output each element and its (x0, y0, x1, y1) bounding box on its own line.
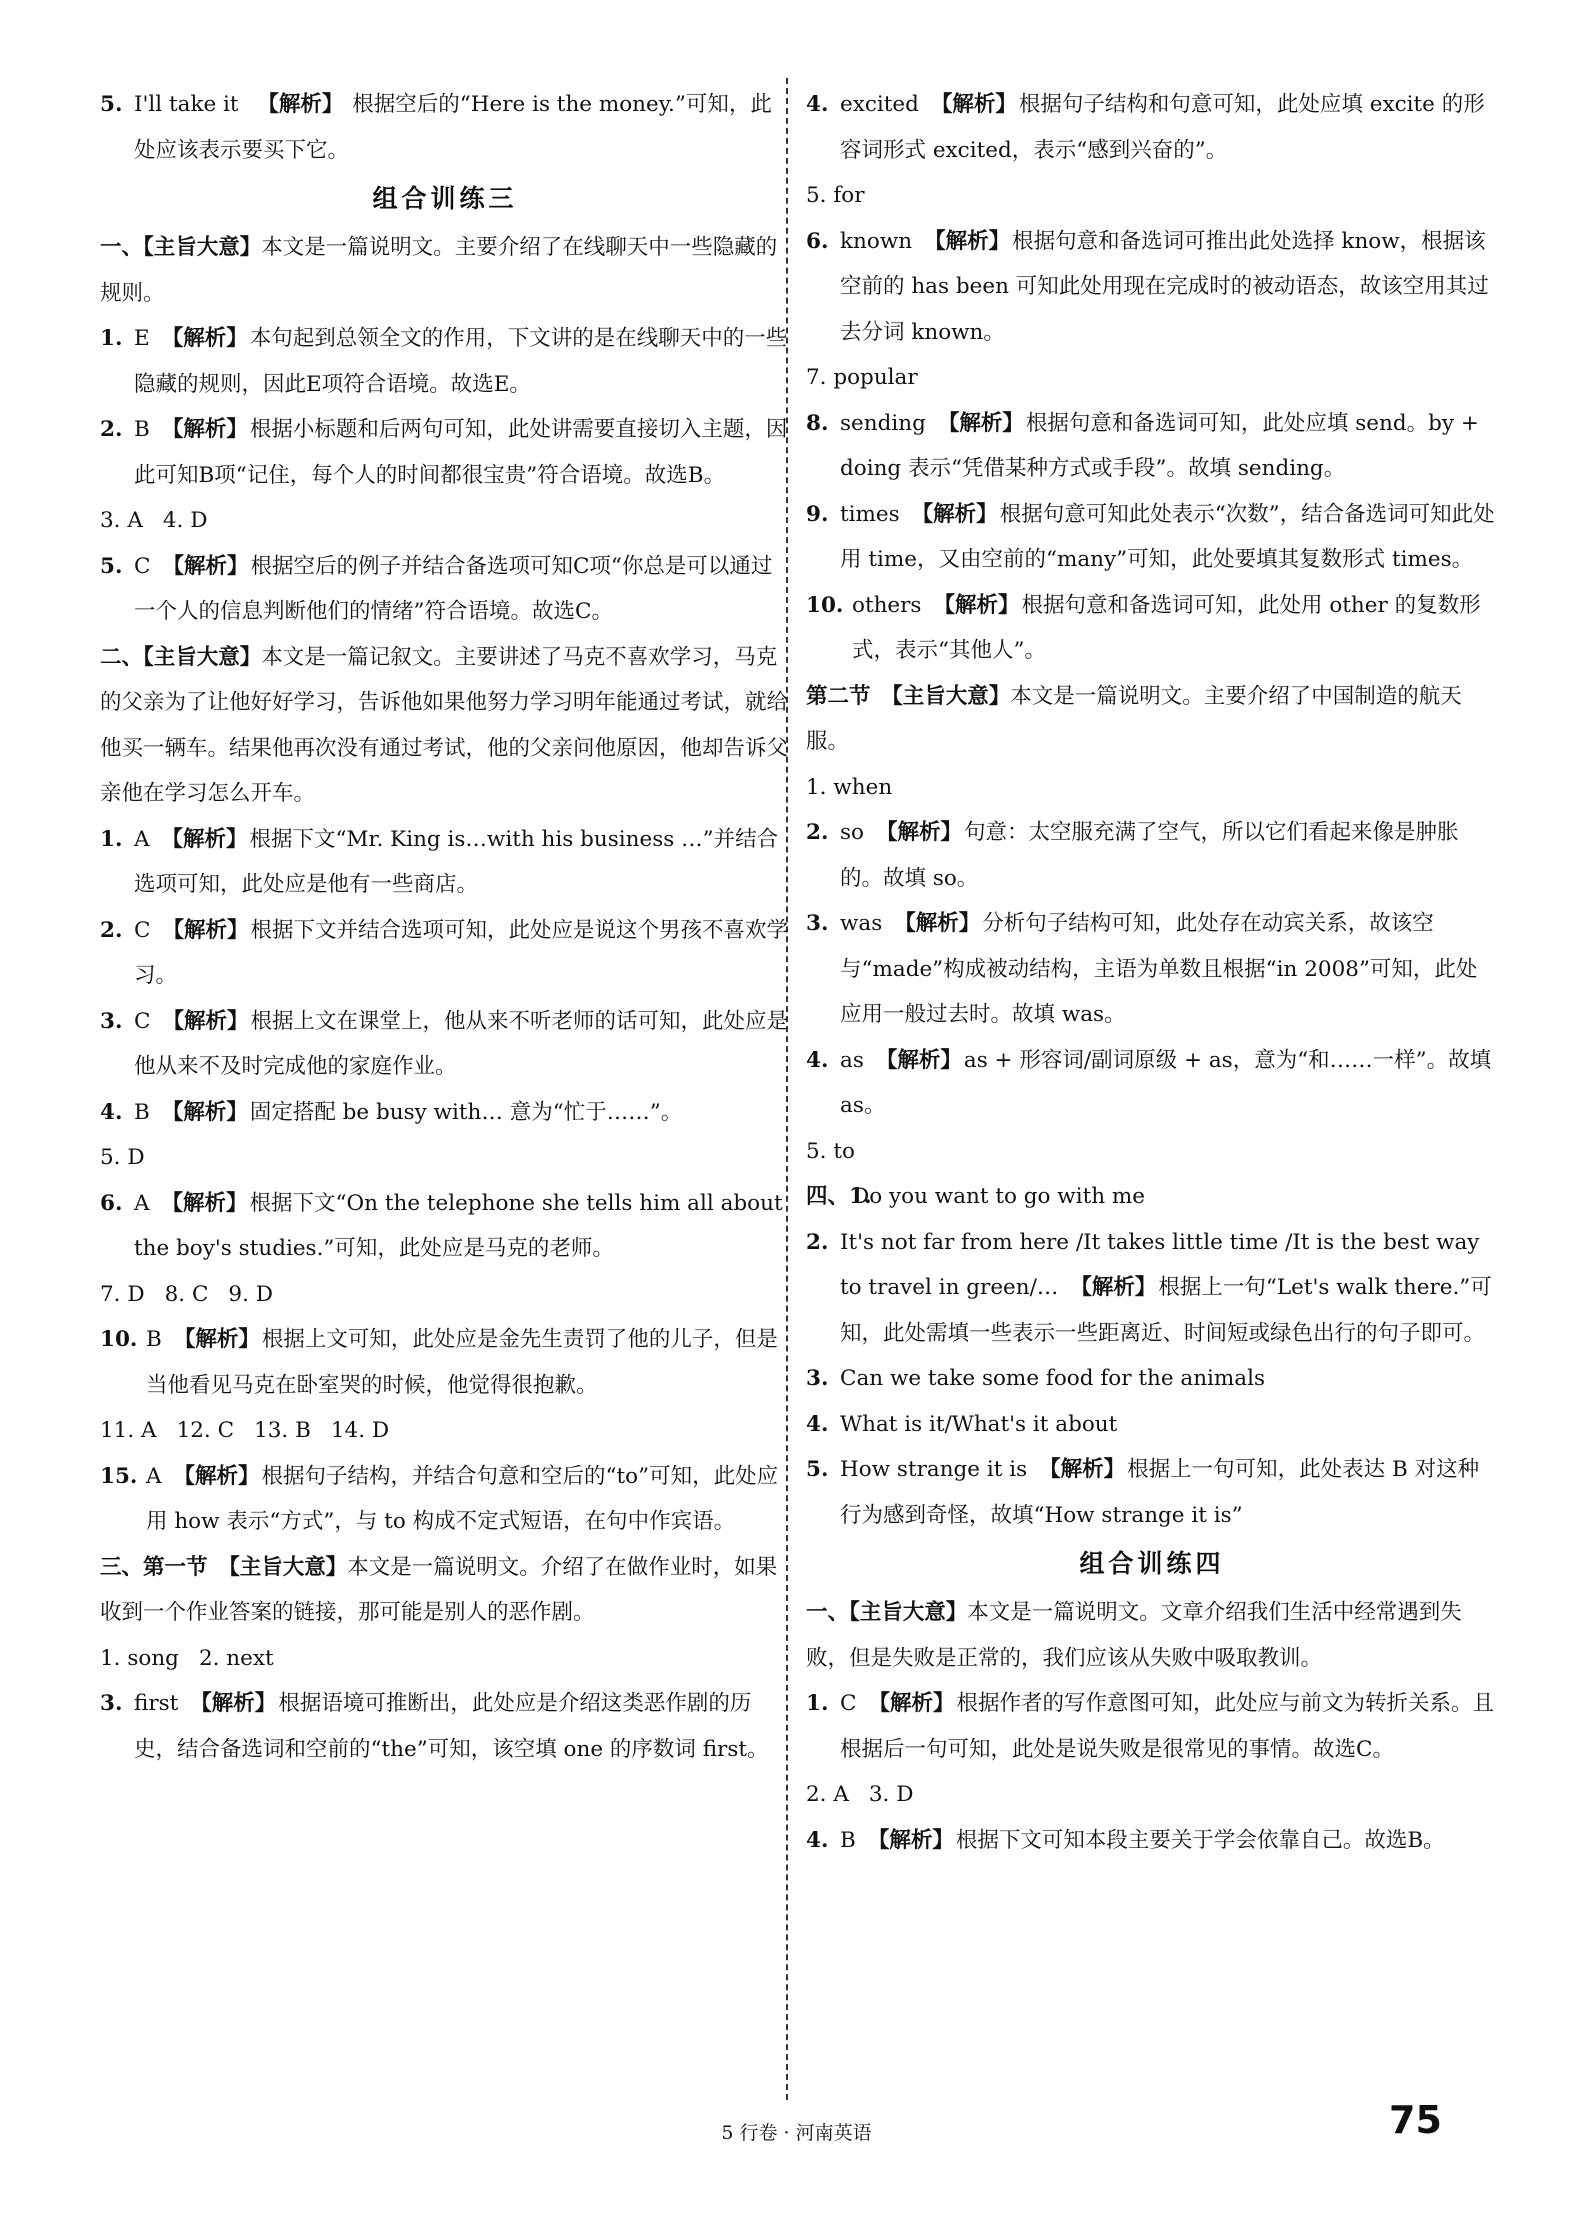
short-answer: 8. C (164, 1281, 209, 1307)
answer-row (806, 1772, 1498, 1818)
answer-row (100, 1408, 790, 1454)
answer: others (852, 592, 922, 618)
analysis-text: 根据句子结构，并结合句意和空后的“to”可知，此处应用 how 表示“方式”，与 to 构成不定式短语，在句中作宾语。 (146, 1463, 779, 1534)
item-number: 1. (100, 826, 123, 852)
analysis-tag: 【解析】 (1039, 1457, 1126, 1482)
passage-summary (806, 674, 1498, 765)
analysis-text: 根据空后的“Here is the money.”可知，此处应该表示要买下它。 (134, 92, 772, 163)
short-answer: 5. for (806, 183, 865, 208)
summary-header: 三、第一节 【主旨大意】 (100, 1554, 348, 1580)
answer-row (806, 765, 1498, 811)
short-answer: 1. when (806, 774, 893, 800)
answer: B (146, 1327, 162, 1352)
analysis-text: 根据下文“Mr. King is…with his business …”并结合选项可知，此处应是他有一些商店。 (134, 826, 779, 897)
analysis-tag: 【解析】 (867, 1827, 954, 1853)
analysis-text: 根据句意和备选词可推出此处选择 know，根据该空前的 has been 可知此处用现在完成时的被动语态，故该空用其过去分词 known。 (840, 228, 1489, 345)
analysis-text: 根据空后的例子并结合备选项可知C项“你总是可以通过一个人的信息判断他们的情绪”符合语境。故选C。 (134, 553, 773, 624)
answer-list (806, 82, 1498, 674)
item-number: 6. (100, 1190, 123, 1216)
analysis-text: 根据下文可知本段主要关于学会依靠自己。故选B。 (955, 1827, 1445, 1853)
summary-header: 一、【主旨大意】 (100, 235, 262, 260)
answer-row (100, 1135, 790, 1181)
answer-entry (100, 817, 790, 908)
summary-text: 本文是一篇记叙文。主要讲述了马克不喜欢学习，马克的父亲为了让他好好学习，告诉他如果他努力学习明年能通过考试，就给他买一辆车。结果他再次没有通过考试，他的父亲问他原因，他却告诉父亲他在学习怎么开车。 (100, 644, 789, 806)
summary-header: 一、【主旨大意】 (806, 1600, 968, 1625)
analysis-tag: 【解析】 (875, 1047, 962, 1073)
short-answer: 13. B (254, 1418, 311, 1443)
analysis-text: 根据句意和备选词可知，此处用 other 的复数形式，表示“其他人”。 (852, 592, 1481, 663)
answer-list (100, 1636, 790, 1773)
answer-entry (806, 1447, 1498, 1538)
answer-entry (806, 1818, 1498, 1864)
answer: first (134, 1691, 179, 1716)
analysis-tag: 【解析】 (162, 917, 249, 943)
answer-row (806, 173, 1498, 219)
answer-entry (806, 1402, 1498, 1448)
short-answer: 7. D (100, 1281, 145, 1307)
analysis-text: 根据下文并结合选项可知，此处应是说这个男孩不喜欢学习。 (134, 917, 788, 988)
answer-list (100, 817, 790, 1545)
analysis-text: 本句起到总领全文的作用，下文讲的是在线聊天中的一些隐藏的规则，因此E项符合语境。故选E。 (134, 326, 788, 397)
answer-entry (100, 544, 790, 635)
item-number: 4. (100, 1099, 123, 1125)
answer-row (100, 1272, 790, 1318)
item-number: 2. (806, 1229, 829, 1255)
answer-entry (806, 1220, 1498, 1357)
item-number: 4. (806, 1047, 829, 1073)
analysis-text: 根据上一句可知，此处表达 B 对这种行为感到奇怪，故填“How strange it is” (840, 1457, 1480, 1528)
analysis-text: 根据上文可知，此处应是金先生责罚了他的儿子，但是当他看见马克在卧室哭的时候，他觉得很抱歉。 (146, 1327, 778, 1398)
analysis-text: as + 形容词/副词原级 + as，意为“和……一样”。故填 as。 (840, 1047, 1492, 1118)
analysis-tag: 【解析】 (911, 501, 998, 527)
analysis-text: 根据语境可推断出，此处应是介绍这类恶作剧的历史，结合备选词和空前的“the”可知，该空填 one 的序数词 first。 (134, 1691, 769, 1762)
item-number: 2. (806, 820, 829, 845)
analysis-text: 根据句意和备选词可知，此处应填 send。by + doing 表示“凭借某种方式或手段”。故填 sending。 (840, 410, 1479, 481)
item-number: 四、1. (806, 1184, 872, 1209)
analysis-text: 分析句子结构可知，此处存在动宾关系，故该空与“made”构成被动结构，主语为单数且根据“in 2008”可知，此处应用一般过去时。故填 was。 (840, 911, 1478, 1027)
answer: I'll take it (134, 92, 239, 117)
answer: C (134, 553, 151, 579)
short-answer: 5. to (806, 1138, 855, 1164)
item-number: 10. (100, 1327, 138, 1352)
answer-entry (806, 1174, 1498, 1220)
analysis-tag: 【解析】 (937, 410, 1024, 436)
item-number: 3. (806, 1366, 829, 1391)
short-answer: 4. D (162, 508, 208, 533)
analysis-tag: 【解析】 (875, 820, 962, 845)
item-number: 4. (806, 1827, 829, 1853)
short-answer: 5. D (100, 1145, 145, 1170)
answer: Can we take some food for the animals (840, 1366, 1266, 1391)
answer-entry (806, 219, 1498, 356)
item-number: 5. (100, 553, 123, 579)
analysis-tag: 【解析】 (173, 1327, 260, 1352)
answer: How strange it is (840, 1457, 1028, 1482)
answer: B (840, 1827, 856, 1853)
item-number: 5. (806, 1457, 829, 1482)
item-number: 3. (100, 1691, 123, 1716)
answer-list (806, 1174, 1498, 1538)
page-number: 75 (1389, 2098, 1442, 2142)
answer: so (840, 820, 864, 845)
analysis-tag: 【解析】 (930, 92, 1017, 117)
short-answer: 2. next (198, 1645, 274, 1671)
item-number: 2. (100, 917, 123, 943)
analysis-text: 句意：太空服充满了空气，所以它们看起来像是肿胀的。故填 so。 (840, 820, 1459, 891)
answer-row (100, 498, 790, 544)
footer-title: 5 行卷 · 河南英语 (721, 2122, 872, 2144)
answer: C (134, 1008, 151, 1034)
section-title: 组合训练四 (1079, 1549, 1225, 1578)
answer-entry (806, 82, 1498, 173)
answer: A (134, 826, 150, 852)
answer-entry (100, 999, 790, 1090)
right-column (806, 82, 1498, 1863)
passage-summary (100, 1545, 790, 1636)
answer-row (806, 355, 1498, 401)
answer-entry (806, 1038, 1498, 1129)
answer-entry (806, 401, 1498, 492)
summary-text: 本文是一篇说明文。文章介绍我们生活中经常遇到失败，但是失败是正常的，我们应该从失败中吸取教训。 (806, 1600, 1462, 1671)
short-answer: 1. song (100, 1645, 179, 1671)
answer: B (134, 1099, 150, 1125)
analysis-tag: 【解析】 (190, 1691, 277, 1716)
answer: A (134, 1190, 150, 1216)
answer-entry (100, 1317, 790, 1408)
short-answer: 2. A (806, 1782, 849, 1807)
summary-header: 第二节 【主旨大意】 (806, 683, 1011, 709)
analysis-text: 根据作者的写作意图可知，此处应与前文为转折关系。且根据后一句可知，此处是说失败是很常见的事情。故选C。 (840, 1691, 1494, 1762)
answer: E (134, 326, 150, 351)
answer-row (100, 1636, 790, 1682)
answer-list (806, 1681, 1498, 1863)
summary-text: 本文是一篇说明文。主要介绍了中国制造的航天服。 (806, 683, 1462, 754)
answer-entry (806, 492, 1498, 583)
answer: was (840, 911, 883, 936)
section-title: 组合训练三 (372, 184, 518, 213)
answer: excited (840, 92, 919, 117)
short-answer: 14. D (330, 1418, 390, 1443)
item-number: 10. (806, 592, 844, 618)
analysis-tag: 【解析】 (894, 911, 981, 936)
answer: It's not far from here /It takes little time /It is the best way to travel in green/… (840, 1229, 1480, 1300)
answer-list (100, 316, 790, 635)
passage-summary (806, 1590, 1498, 1681)
analysis-tag: 【解析】 (161, 326, 248, 351)
left-column (100, 82, 790, 1772)
analysis-text: 根据句子结构和句意可知，此处应填 excite 的形容词形式 excited，表示“感到兴奋的”。 (840, 92, 1485, 163)
summary-text: 本文是一篇说明文。介绍了在做作业时，如果收到一个作业答案的链接，那可能是别人的恶作剧。 (100, 1554, 778, 1625)
answer-entry (806, 583, 1498, 674)
answer: C (840, 1691, 857, 1716)
answer: C (134, 917, 151, 943)
analysis-tag: 【解析】 (161, 417, 248, 442)
analysis-tag: 【解析】 (161, 1190, 248, 1216)
answer-entry (806, 1356, 1498, 1402)
short-answer: 3. D (868, 1782, 914, 1807)
short-answer: 9. D (228, 1281, 273, 1307)
item-number: 1. (806, 1691, 829, 1716)
analysis-tag: 【解析】 (173, 1463, 260, 1489)
answer: sending (840, 410, 926, 436)
analysis-tag: 【解析】 (924, 228, 1011, 254)
passage-summary (100, 225, 790, 316)
item-number: 5. (100, 92, 123, 117)
answer-entry (100, 1181, 790, 1272)
answer: known (840, 228, 913, 254)
answer: times (840, 501, 900, 527)
item-number: 2. (100, 417, 123, 442)
answer: Do you want to go with me (852, 1184, 1146, 1209)
analysis-text: 根据小标题和后两句可知，此处讲需要直接切入主题，因此可知B项“记住，每个人的时间都很宝贵”符合语境。故选B。 (134, 417, 788, 488)
item-number: 9. (806, 501, 829, 527)
summary-header: 二、【主旨大意】 (100, 644, 262, 670)
short-answer: 12. C (176, 1418, 235, 1443)
answer: What is it/What's it about (840, 1411, 1118, 1437)
item-number: 3. (806, 911, 829, 936)
answer-entry (806, 810, 1498, 901)
analysis-tag: 【解析】 (1070, 1275, 1157, 1300)
item-number: 4. (806, 92, 829, 117)
answer-entry (100, 1681, 790, 1772)
answer-entry (100, 908, 790, 999)
analysis-tag: 【解析】 (257, 92, 344, 117)
summary-text: 本文是一篇说明文。主要介绍了在线聊天中一些隐藏的规则。 (100, 235, 778, 306)
answer-list (806, 765, 1498, 1175)
analysis-tag: 【解析】 (161, 826, 248, 852)
analysis-text: 固定搭配 be busy with… 意为“忙于……”。 (249, 1099, 683, 1125)
item-number: 3. (100, 1008, 123, 1034)
answer: as (840, 1047, 864, 1073)
answer: B (134, 417, 150, 442)
answer-entry (100, 82, 790, 173)
answer-entry (806, 901, 1498, 1038)
analysis-text: 根据句意可知此处表示“次数”，结合备选词可知此处用 time，又由空前的“many”可知，此处要填其复数形式 times。 (840, 501, 1495, 572)
item-number: 1. (100, 326, 123, 351)
answer-entry (100, 1454, 790, 1545)
short-answer: 11. A (100, 1418, 157, 1443)
analysis-text: 根据上一句“Let's walk there.”可知，此处需填一些表示一些距离近、时间短或绿色出行的句子即可。 (840, 1275, 1492, 1346)
analysis-tag: 【解析】 (868, 1691, 955, 1716)
answer-entry (100, 316, 790, 407)
answer: A (146, 1463, 162, 1489)
short-answer: 7. popular (806, 365, 918, 390)
analysis-text: 根据下文“On the telephone she tells him all about the boy's studies.”可知，此处应是马克的老师。 (134, 1190, 783, 1261)
analysis-text: 根据上文在课堂上，他从来不听老师的话可知，此处应是他从来不及时完成他的家庭作业。 (134, 1008, 788, 1079)
item-number: 15. (100, 1463, 138, 1489)
item-number: 8. (806, 410, 829, 436)
answer-entry (100, 1090, 790, 1136)
short-answer: 3. A (100, 508, 143, 533)
analysis-tag: 【解析】 (161, 1099, 248, 1125)
answer-row (806, 1129, 1498, 1175)
answer-entry (806, 1681, 1498, 1772)
answer-entry (100, 407, 790, 498)
analysis-tag: 【解析】 (162, 553, 249, 579)
item-number: 6. (806, 228, 829, 254)
analysis-tag: 【解析】 (162, 1008, 249, 1034)
analysis-tag: 【解析】 (933, 592, 1020, 618)
item-number: 4. (806, 1411, 829, 1437)
passage-summary (100, 635, 790, 817)
